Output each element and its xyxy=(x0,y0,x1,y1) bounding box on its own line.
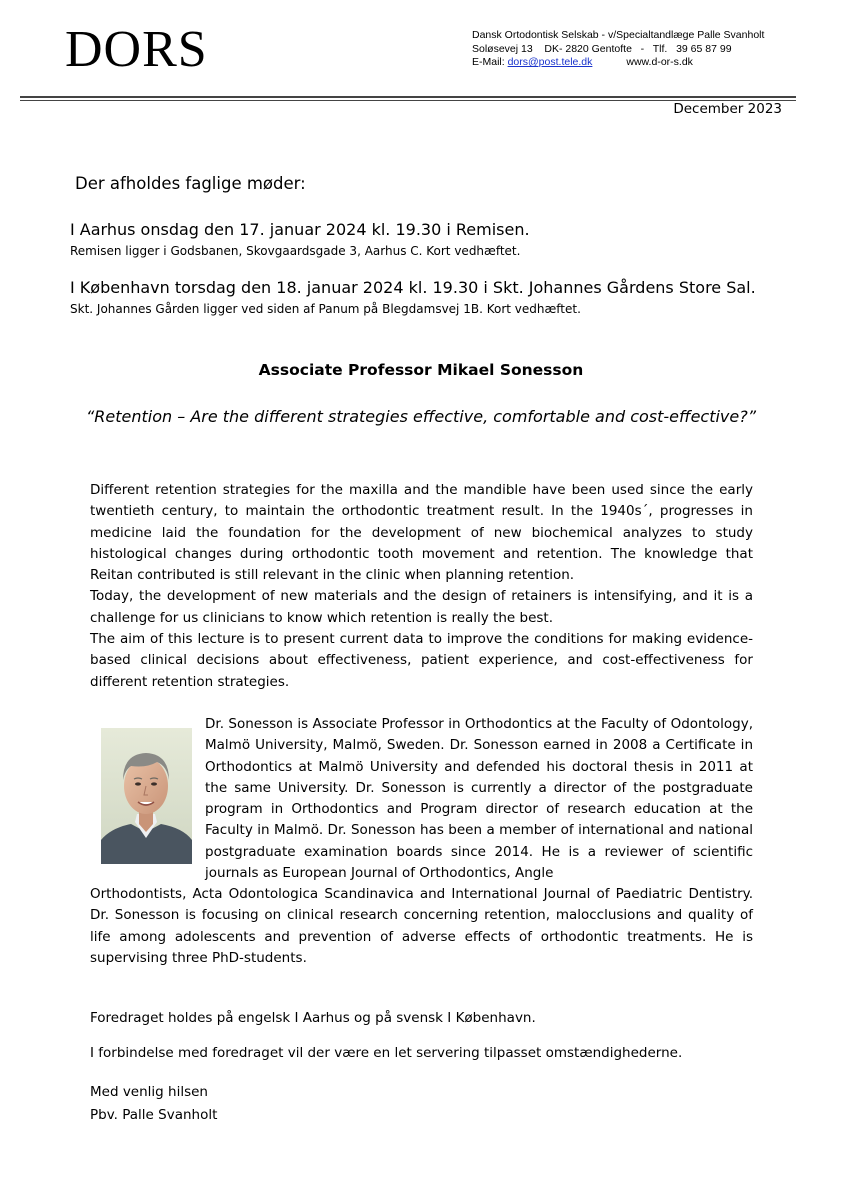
meeting-copenhagen-detail: Skt. Johannes Gården ligger ved siden af Panum på Blegdamsvej 1B. Kort vedhæftet. xyxy=(70,302,581,316)
language-note: Foredraget holdes på engelsk I Aarhus og på svensk I København. xyxy=(90,1010,536,1026)
address-line-2: Soløsevej 13 DK- 2820 Gentofte - Tlf. 39 65 87 99 xyxy=(472,42,732,55)
header-divider-thick xyxy=(20,96,796,98)
abstract xyxy=(90,480,753,693)
serving-note: I forbindelse med foredraget vil der være en let servering tilpasset omstændighederne. xyxy=(90,1045,683,1061)
meeting-copenhagen-heading: I København torsdag den 18. januar 2024 kl. 19.30 i Skt. Johannes Gårdens Store Sal. xyxy=(70,278,756,297)
signature: Pbv. Palle Svanholt xyxy=(90,1107,218,1123)
speaker-bio-continued: Orthodontists, Acta Odontologica Scandinavica and International Journal of Paediatric Dentistry. Dr. Sonesson is focusing on clinical research concerning retention, malocclusions and quality of life among adolescents and prevention of adverse effects of orthodontic treatments. He is supervising three PhD-students. xyxy=(90,886,753,966)
speaker-photo xyxy=(101,728,192,864)
speaker-bio-wrapped: Dr. Sonesson is Associate Professor in Orthodontics at the Faculty of Odontology, Malmö University, Malmö, Sweden. Dr. Sonesson earned in 2008 a Certificate in Orthodontics at Malmö University and defended his doctoral thesis in 2011 at the same University. Dr. Sonesson is currently a director of the postgraduate program in Orthodontics and Program director of research education at the Faculty in Malmö. Dr. Sonesson has been a member of international and national postgraduate examination boards since 2014. He is a reviewer of scientific journals as European Journal of Orthodontics, Angle xyxy=(205,716,753,882)
website-text: www.d-or-s.dk xyxy=(626,56,693,68)
contact-line xyxy=(472,56,764,70)
abstract-paragraph: Today, the development of new materials and the design of retainers is intensifying, and it is a challenge for us clinicians to know which retention is really the best. xyxy=(90,588,753,626)
email-link[interactable]: dors@post.tele.dk xyxy=(507,56,593,68)
intro-text: Der afholdes faglige møder: xyxy=(75,174,306,193)
meeting-aarhus-detail: Remisen ligger i Godsbanen, Skovgaardsgade 3, Aarhus C. Kort vedhæftet. xyxy=(70,244,521,258)
address-line-1: Dansk Ortodontisk Selskab - v/Specialtandlæge Palle Svanholt xyxy=(472,29,765,41)
email-label: E-Mail: xyxy=(472,56,508,68)
closing-greeting: Med venlig hilsen xyxy=(90,1084,208,1100)
abstract-paragraph: The aim of this lecture is to present current data to improve the conditions for making evidence-based clinical decisions about effectiveness, patient experience, and cost-effectiveness for different retention strategies. xyxy=(90,631,753,690)
letter-date: December 2023 xyxy=(673,101,782,117)
speaker-name: Associate Professor Mikael Sonesson xyxy=(258,361,584,379)
dors-logo: DORS xyxy=(65,21,208,78)
letterhead-address xyxy=(472,29,764,70)
lecture-title: “Retention – Are the different strategies effective, comfortable and cost-effective?” xyxy=(85,407,757,426)
meeting-aarhus-heading: I Aarhus onsdag den 17. januar 2024 kl. 19.30 i Remisen. xyxy=(70,220,530,239)
abstract-paragraph: Different retention strategies for the maxilla and the mandible have been used since the early twentieth century, to maintain the orthodontic treatment result. In the 1940s´, progresses in medicine laid the foundation for the development of new biochemical analyzes to study histological changes during orthodontic tooth movement and retention. The knowledge that Reitan contributed is still relevant in the clinic when planning retention. xyxy=(90,482,753,584)
